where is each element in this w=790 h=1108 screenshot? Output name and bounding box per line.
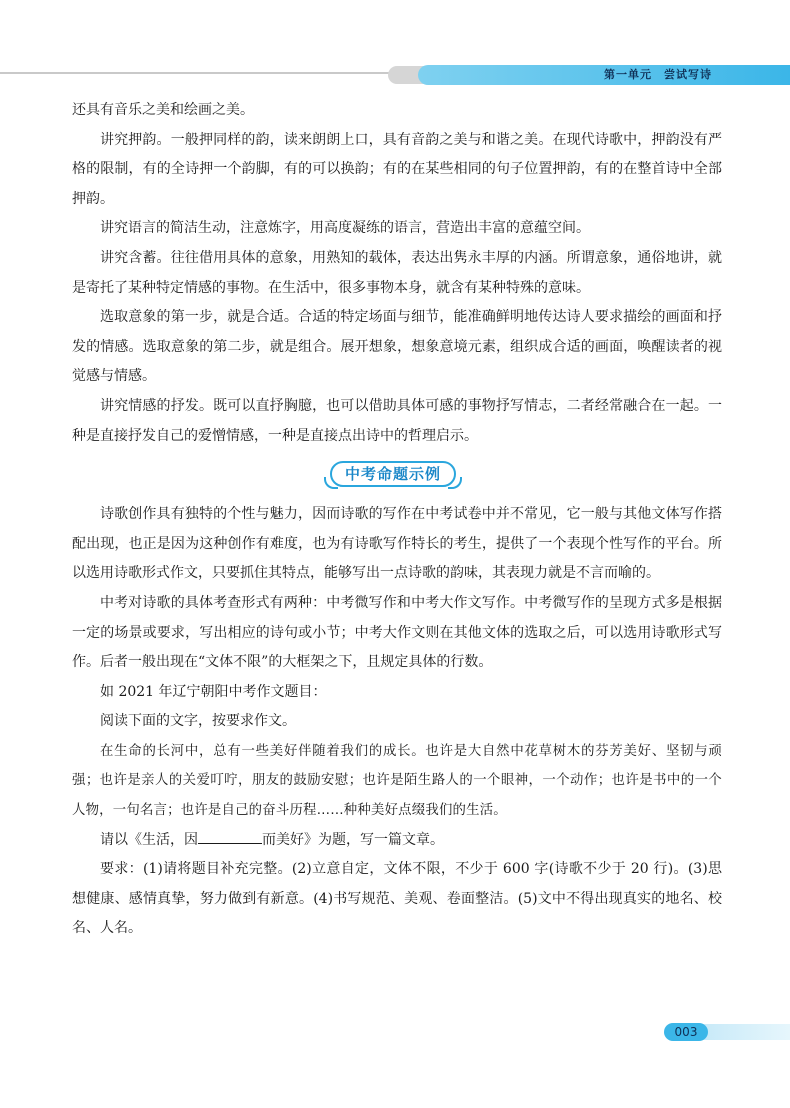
paragraph: 中考对诗歌的具体考查形式有两种：中考微写作和中考大作文写作。中考微写作的呈现方式多是根据一定的场景或要求，写出相应的诗句或小节；中考大作文则在其他文体的选取之后，可以选用诗歌形式写作。后者一般出现在“文体不限”的大框架之下，且规定具体的行数。 bbox=[72, 594, 722, 671]
paragraph: 讲究含蓄。往往借用具体的意象，用熟知的载体，表达出隽永丰厚的内涵。所谓意象，通俗地讲，就是寄托了某种特定情感的事物。在生活中，很多事物本身，就含有某种特殊的意味。 bbox=[72, 249, 722, 296]
page-number: 003 bbox=[664, 1023, 708, 1041]
paragraph: 讲究押韵。一般押同样的韵，读来朗朗上口，具有音韵之美与和谐之美。在现代诗歌中，押韵没有严格的限制，有的全诗押一个韵脚，有的可以换韵；有的在某些相同的句子位置押韵，有的在整首诗中全部押韵。 bbox=[72, 131, 722, 207]
section-heading bbox=[72, 453, 722, 499]
header-rule bbox=[0, 72, 392, 74]
section-title: 中考命题示例 bbox=[330, 461, 456, 487]
fill-in-blank bbox=[198, 829, 262, 844]
prompt-text: 请以《生活，因 bbox=[100, 831, 198, 848]
quoted-passage: 在生命的长河中，总有一些美好伴随着我们的成长。也许是大自然中花草树木的芬芳美好、坚韧与顽强；也许是亲人的关爱叮咛，朋友的鼓励安慰；也许是陌生路人的一个眼神，一个动作；也许是书中的一个人物，一句名言；也许是自己的奋斗历程……种种美好点缀我们的生活。 bbox=[72, 743, 722, 819]
paragraph: 如 2021 年辽宁朝阳中考作文题目： bbox=[100, 683, 327, 700]
paragraph: 阅读下面的文字，按要求作文。 bbox=[100, 713, 296, 730]
unit-label: 第一单元 bbox=[604, 68, 652, 81]
paragraph: 讲究语言的简洁生动，注意炼字，用高度凝练的语言，营造出丰富的意蕴空间。 bbox=[100, 220, 590, 237]
paragraph: 诗歌创作具有独特的个性与魅力，因而诗歌的写作在中考试卷中并不常见，它一般与其他文体写作搭配出现，也正是因为这种创作有难度，也为有诗歌写作特长的考生，提供了一个表现个性写作的平台。所以选用诗歌形式作文，只要抓住其特点，能够写出一点诗歌的韵味，其表现力就是不言而喻的。 bbox=[72, 506, 722, 582]
prompt-text: 而美好》为题，写一篇文章。 bbox=[262, 831, 444, 848]
essay-prompt bbox=[72, 826, 722, 856]
unit-title: 尝试写诗 bbox=[664, 68, 712, 81]
paragraph: 选取意象的第一步，就是合适。合适的特定场面与细节，能准确鲜明地传达诗人要求描绘的画面和抒发的情感。选取意象的第二步，就是组合。展开想象，想象意境元素，组织成合适的画面，唤醒读者的视觉感与情感。 bbox=[72, 309, 722, 385]
paragraph: 还具有音乐之美和绘画之美。 bbox=[72, 102, 254, 118]
paragraph: 讲究情感的抒发。既可以直抒胸臆，也可以借助具体可感的事物抒写情志，二者经常融合在一起。一种是直接抒发自己的爱憎情感，一种是直接点出诗中的哲理启示。 bbox=[72, 397, 722, 444]
running-header bbox=[604, 67, 724, 83]
requirements: 要求：(1)请将题目补充完整。(2)立意自定，文体不限，不少于 600 字(诗歌不少于 20 行)。(3)思想健康、感情真挚，努力做到有新意。(4)书写规范、美观、卷面整洁。(5)文中不得出现真实的地名、校名、人名。 bbox=[72, 861, 722, 937]
page-body bbox=[72, 96, 722, 944]
